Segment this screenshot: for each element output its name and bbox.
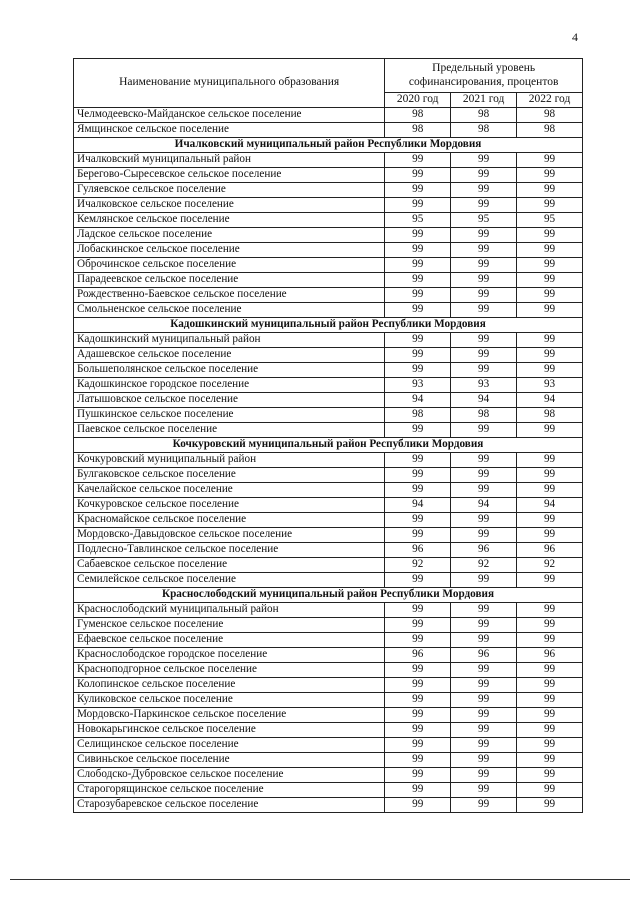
value-cell: 99: [517, 182, 583, 197]
value-cell: 99: [385, 602, 451, 617]
municipality-name: Подлесно-Тавлинское сельское поселение: [74, 542, 385, 557]
value-cell: 99: [517, 632, 583, 647]
value-cell: 99: [517, 602, 583, 617]
table-row: [74, 527, 583, 542]
value-cell: 96: [385, 542, 451, 557]
municipality-name: Челмодеевско-Майданское сельское поселение: [74, 107, 385, 122]
value-cell: 99: [385, 767, 451, 782]
value-cell: 98: [385, 122, 451, 137]
municipality-name: Лобаскинское сельское поселение: [74, 242, 385, 257]
value-cell: 99: [451, 242, 517, 257]
value-cell: 95: [517, 212, 583, 227]
value-cell: 99: [451, 182, 517, 197]
value-cell: 99: [517, 242, 583, 257]
value-cell: 99: [385, 287, 451, 302]
municipality-name: Краснослободский муниципальный район: [74, 602, 385, 617]
district-heading: Кадошкинский муниципальный район Республики Мордовия: [74, 317, 583, 332]
value-cell: 99: [517, 152, 583, 167]
table-row: [74, 332, 583, 347]
district-heading: Краснослободский муниципальный район Республики Мордовия: [74, 587, 583, 602]
value-cell: 99: [517, 512, 583, 527]
table-row: [74, 122, 583, 137]
value-cell: 99: [517, 347, 583, 362]
value-cell: 99: [451, 362, 517, 377]
table-row: [74, 722, 583, 737]
table-row: [74, 482, 583, 497]
municipality-name: Краснослободское городское поселение: [74, 647, 385, 662]
municipality-name: Парадеевское сельское поселение: [74, 272, 385, 287]
value-cell: 99: [517, 167, 583, 182]
value-cell: 99: [517, 452, 583, 467]
municipality-name: Качелайское сельское поселение: [74, 482, 385, 497]
table-row: [74, 452, 583, 467]
value-cell: 99: [517, 287, 583, 302]
table-row: [74, 572, 583, 587]
value-cell: 99: [385, 617, 451, 632]
municipality-name: Семилейское сельское поселение: [74, 572, 385, 587]
table-row: [74, 422, 583, 437]
value-cell: 99: [451, 632, 517, 647]
value-cell: 99: [385, 257, 451, 272]
table-row: [74, 632, 583, 647]
municipality-name: Кадошкинский муниципальный район: [74, 332, 385, 347]
value-cell: 99: [517, 467, 583, 482]
value-cell: 99: [385, 512, 451, 527]
cofinancing-header: [385, 59, 583, 93]
table-row: [74, 467, 583, 482]
district-row: [74, 437, 583, 452]
value-cell: 99: [385, 782, 451, 797]
value-cell: 99: [385, 662, 451, 677]
value-cell: 99: [451, 617, 517, 632]
value-cell: 99: [451, 737, 517, 752]
value-cell: 99: [451, 227, 517, 242]
value-cell: 98: [451, 122, 517, 137]
value-cell: 99: [385, 707, 451, 722]
value-cell: 99: [385, 632, 451, 647]
municipality-name: Ичалковское сельское поселение: [74, 197, 385, 212]
table-row: [74, 707, 583, 722]
value-cell: 99: [451, 797, 517, 812]
value-cell: 99: [385, 752, 451, 767]
year-header-2020: 2020 год: [385, 92, 451, 107]
value-cell: 99: [451, 152, 517, 167]
district-heading: Кочкуровский муниципальный район Республики Мордовия: [74, 437, 583, 452]
value-cell: 99: [385, 692, 451, 707]
value-cell: 99: [517, 302, 583, 317]
municipality-name: Сабаевское сельское поселение: [74, 557, 385, 572]
municipality-name: Красномайское сельское поселение: [74, 512, 385, 527]
value-cell: 98: [451, 107, 517, 122]
table-row: [74, 767, 583, 782]
municipality-name: Кадошкинское городское поселение: [74, 377, 385, 392]
value-cell: 99: [451, 662, 517, 677]
value-cell: 93: [451, 377, 517, 392]
page-number: 4: [572, 30, 578, 44]
value-cell: 99: [451, 167, 517, 182]
municipality-name: Смольненское сельское поселение: [74, 302, 385, 317]
value-cell: 99: [517, 527, 583, 542]
value-cell: 99: [385, 527, 451, 542]
table-row: [74, 197, 583, 212]
value-cell: 99: [451, 722, 517, 737]
table-row: [74, 227, 583, 242]
value-cell: 98: [517, 107, 583, 122]
table-row: [74, 242, 583, 257]
value-cell: 99: [451, 302, 517, 317]
table-header: [74, 59, 583, 108]
municipality-name: Ефаевское сельское поселение: [74, 632, 385, 647]
value-cell: 99: [517, 617, 583, 632]
value-cell: 99: [517, 692, 583, 707]
value-cell: 99: [385, 302, 451, 317]
value-cell: 99: [451, 767, 517, 782]
municipality-name: Рождественно-Баевское сельское поселение: [74, 287, 385, 302]
value-cell: 93: [517, 377, 583, 392]
value-cell: 95: [451, 212, 517, 227]
municipality-name: Гуменское сельское поселение: [74, 617, 385, 632]
value-cell: 92: [517, 557, 583, 572]
table-row: [74, 782, 583, 797]
value-cell: 99: [517, 707, 583, 722]
municipality-name: Берегово-Сыресевское сельское поселение: [74, 167, 385, 182]
value-cell: 99: [451, 512, 517, 527]
value-cell: 98: [385, 407, 451, 422]
municipality-name: Ичалковский муниципальный район: [74, 152, 385, 167]
value-cell: 99: [451, 527, 517, 542]
municipality-name: Кочкуровское сельское поселение: [74, 497, 385, 512]
municipality-name: Ладское сельское поселение: [74, 227, 385, 242]
value-cell: 99: [517, 767, 583, 782]
value-cell: 99: [451, 572, 517, 587]
municipality-name: Новокарьгинское сельское поселение: [74, 722, 385, 737]
value-cell: 99: [385, 467, 451, 482]
page-bottom-rule: [10, 879, 630, 880]
value-cell: 99: [385, 272, 451, 287]
value-cell: 99: [517, 572, 583, 587]
value-cell: 99: [517, 197, 583, 212]
value-cell: 99: [451, 602, 517, 617]
municipality-name: Кемлянское сельское поселение: [74, 212, 385, 227]
name-column-header: Наименование муниципального образования: [74, 59, 385, 108]
table-row: [74, 212, 583, 227]
table-body: [74, 107, 583, 812]
table-row: [74, 617, 583, 632]
value-cell: 96: [517, 542, 583, 557]
value-cell: 99: [451, 347, 517, 362]
value-cell: 99: [517, 422, 583, 437]
municipality-name: Кочкуровский муниципальный район: [74, 452, 385, 467]
table-row: [74, 392, 583, 407]
value-cell: 99: [385, 167, 451, 182]
value-cell: 99: [517, 332, 583, 347]
cofinancing-table: [73, 58, 583, 813]
value-cell: 92: [385, 557, 451, 572]
value-cell: 99: [451, 197, 517, 212]
table-row: [74, 377, 583, 392]
value-cell: 99: [517, 257, 583, 272]
value-cell: 99: [451, 272, 517, 287]
value-cell: 99: [451, 752, 517, 767]
value-cell: 99: [517, 797, 583, 812]
value-cell: 99: [385, 422, 451, 437]
value-cell: 94: [385, 392, 451, 407]
value-cell: 94: [517, 497, 583, 512]
value-cell: 98: [451, 407, 517, 422]
municipality-name: Мордовско-Давыдовское сельское поселение: [74, 527, 385, 542]
municipality-name: Мордовско-Паркинское сельское поселение: [74, 707, 385, 722]
value-cell: 99: [385, 572, 451, 587]
table-row: [74, 662, 583, 677]
value-cell: 99: [451, 422, 517, 437]
table-row: [74, 107, 583, 122]
cofinancing-header-line1: Предельный уровень: [432, 62, 536, 74]
value-cell: 99: [385, 347, 451, 362]
value-cell: 99: [451, 707, 517, 722]
municipality-name: Латышовское сельское поселение: [74, 392, 385, 407]
municipality-name: Сивиньское сельское поселение: [74, 752, 385, 767]
municipality-name: Гуляевское сельское поселение: [74, 182, 385, 197]
header-row-top: [74, 59, 583, 93]
table-row: [74, 542, 583, 557]
municipality-name: Колопинское сельское поселение: [74, 677, 385, 692]
table-row: [74, 167, 583, 182]
table-row: [74, 182, 583, 197]
value-cell: 99: [385, 482, 451, 497]
municipality-name: Старозубаревское сельское поселение: [74, 797, 385, 812]
value-cell: 99: [385, 152, 451, 167]
district-row: [74, 317, 583, 332]
table-row: [74, 512, 583, 527]
municipality-name: Селищинское сельское поселение: [74, 737, 385, 752]
value-cell: 95: [385, 212, 451, 227]
value-cell: 99: [517, 722, 583, 737]
municipality-name: Старогорящинское сельское поселение: [74, 782, 385, 797]
value-cell: 99: [385, 182, 451, 197]
value-cell: 99: [385, 332, 451, 347]
value-cell: 98: [517, 407, 583, 422]
district-row: [74, 587, 583, 602]
cofinancing-header-line2: софинансирования, процентов: [408, 76, 559, 89]
municipality-name: Булгаковское сельское поселение: [74, 467, 385, 482]
value-cell: 94: [451, 392, 517, 407]
value-cell: 99: [385, 452, 451, 467]
value-cell: 94: [517, 392, 583, 407]
value-cell: 99: [451, 287, 517, 302]
value-cell: 99: [451, 482, 517, 497]
table-row: [74, 647, 583, 662]
table-row: [74, 362, 583, 377]
year-header-2021: 2021 год: [451, 92, 517, 107]
table-row: [74, 407, 583, 422]
table-row: [74, 557, 583, 572]
value-cell: 99: [451, 692, 517, 707]
table-row: [74, 272, 583, 287]
value-cell: 98: [385, 107, 451, 122]
year-header-2022: 2022 год: [517, 92, 583, 107]
value-cell: 99: [385, 197, 451, 212]
value-cell: 99: [385, 797, 451, 812]
value-cell: 99: [385, 227, 451, 242]
value-cell: 99: [517, 677, 583, 692]
district-heading: Ичалковский муниципальный район Республики Мордовия: [74, 137, 583, 152]
municipality-name: Адашевское сельское поселение: [74, 347, 385, 362]
value-cell: 99: [517, 227, 583, 242]
value-cell: 99: [517, 362, 583, 377]
value-cell: 94: [451, 497, 517, 512]
municipality-name: Пушкинское сельское поселение: [74, 407, 385, 422]
municipality-name: Ямщинское сельское поселение: [74, 122, 385, 137]
value-cell: 99: [451, 332, 517, 347]
municipality-name: Оброчинское сельское поселение: [74, 257, 385, 272]
value-cell: 96: [517, 647, 583, 662]
table-row: [74, 287, 583, 302]
value-cell: 99: [517, 482, 583, 497]
value-cell: 99: [517, 662, 583, 677]
value-cell: 99: [385, 722, 451, 737]
value-cell: 99: [451, 677, 517, 692]
table-row: [74, 257, 583, 272]
value-cell: 92: [451, 557, 517, 572]
value-cell: 99: [451, 467, 517, 482]
table-row: [74, 497, 583, 512]
value-cell: 99: [451, 782, 517, 797]
value-cell: 93: [385, 377, 451, 392]
table-row: [74, 602, 583, 617]
table-row: [74, 797, 583, 812]
district-row: [74, 137, 583, 152]
value-cell: 99: [517, 752, 583, 767]
table-row: [74, 752, 583, 767]
table-row: [74, 737, 583, 752]
municipality-name: Паевское сельское поселение: [74, 422, 385, 437]
table-row: [74, 347, 583, 362]
municipality-name: Большеполянское сельское поселение: [74, 362, 385, 377]
value-cell: 96: [451, 647, 517, 662]
value-cell: 94: [385, 497, 451, 512]
value-cell: 99: [451, 257, 517, 272]
value-cell: 96: [385, 647, 451, 662]
table-row: [74, 152, 583, 167]
value-cell: 96: [451, 542, 517, 557]
value-cell: 99: [385, 677, 451, 692]
table-row: [74, 302, 583, 317]
table-row: [74, 692, 583, 707]
value-cell: 99: [451, 452, 517, 467]
value-cell: 99: [517, 272, 583, 287]
value-cell: 98: [517, 122, 583, 137]
value-cell: 99: [385, 737, 451, 752]
municipality-name: Красноподгорное сельское поселение: [74, 662, 385, 677]
table-row: [74, 677, 583, 692]
municipality-name: Слободско-Дубровское сельское поселение: [74, 767, 385, 782]
value-cell: 99: [385, 242, 451, 257]
municipality-name: Куликовское сельское поселение: [74, 692, 385, 707]
value-cell: 99: [385, 362, 451, 377]
value-cell: 99: [517, 737, 583, 752]
value-cell: 99: [517, 782, 583, 797]
